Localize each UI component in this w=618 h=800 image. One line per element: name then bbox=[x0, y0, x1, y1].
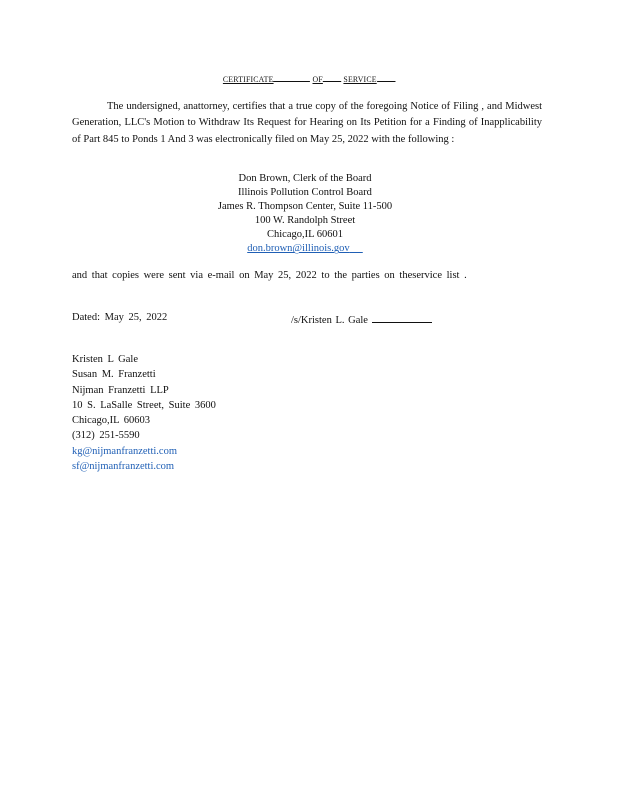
sender-email-1-link[interactable]: kg@nijmanfranzetti.com bbox=[72, 445, 178, 457]
certificate-title bbox=[25, 74, 594, 84]
title-word-service: SERVICE bbox=[343, 74, 377, 84]
certificate-paragraph bbox=[72, 99, 542, 148]
recipient-address-block bbox=[0, 172, 610, 257]
sender-firm: Nijman Franzetti LLP bbox=[72, 384, 169, 396]
signature-underline bbox=[372, 312, 432, 323]
recipient-building: James R. Thompson Center, Suite 11-500 bbox=[217, 201, 393, 213]
sender-city: Chicago,IL 60603 bbox=[72, 415, 151, 427]
sender-email-2-link[interactable]: sf@nijmanfranzetti.com bbox=[72, 461, 175, 473]
recipient-city: Chicago,IL 60601 bbox=[266, 229, 343, 241]
signature-line bbox=[291, 312, 432, 326]
recipient-email-link[interactable]: don.brown@illinois.gov bbox=[247, 243, 350, 255]
paragraph-text: The undersigned, anattorney, certifies that a true copy of the foregoing Notice of Filing , and Midwest Generation, LLC's Motion to Withdraw Its Request for Hearing on Its Petition for a Finding of Inapplicability of Part 845 to Ponds 1 And 3 was electronically filed on May 25, 2022 with the following : bbox=[72, 101, 542, 145]
sender-name-1: Kristen L Gale bbox=[72, 354, 139, 365]
recipient-street: 100 W. Randolph Street bbox=[254, 215, 356, 227]
sender-name-2: Susan M. Franzetti bbox=[72, 369, 156, 381]
sender-phone: (312) 251-5590 bbox=[72, 430, 140, 442]
sender-street: 10 S. LaSalle Street, Suite 3600 bbox=[72, 399, 216, 411]
signature-text: /s/Kristen L. Gale bbox=[291, 315, 368, 326]
sender-contact-block bbox=[72, 352, 216, 474]
title-word-certificate: CERTIFICATE bbox=[222, 74, 274, 84]
recipient-org: Illinois Pollution Control Board bbox=[238, 187, 372, 199]
dated-line: Dated: May 25, 2022 bbox=[72, 312, 168, 323]
copies-statement: and that copies were sent via e-mail on May 25, 2022 to the parties on theservice list . bbox=[72, 270, 467, 281]
title-word-of: OF bbox=[312, 74, 323, 84]
recipient-name: Don Brown, Clerk of the Board bbox=[238, 173, 372, 184]
